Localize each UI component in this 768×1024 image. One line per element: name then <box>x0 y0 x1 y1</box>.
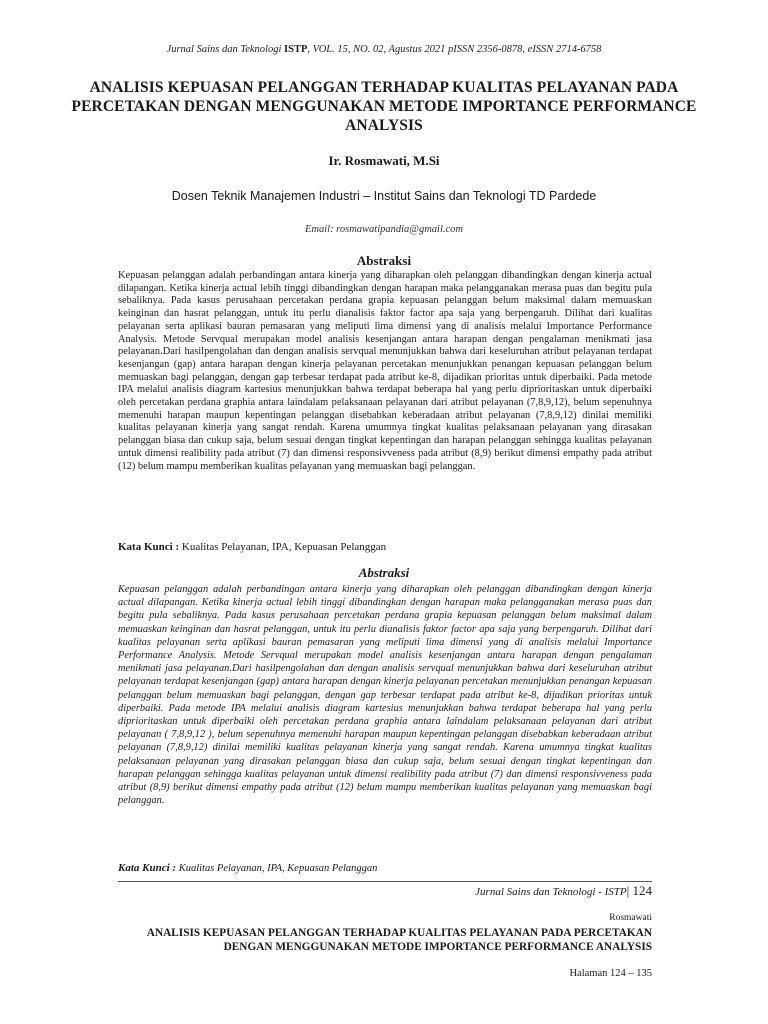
journal-istp: ISTP <box>284 44 308 55</box>
page-range: Halaman 124 – 135 <box>569 968 652 979</box>
abstract-body-id: Kepuasan pelanggan adalah perbandingan antara kinerja yang diharapkan oleh pelanggan dibandingkan dengan kinerja actual dilapangan. Ketika kinerja actual lebih tinggi dibandingkan dengan harapan maka pelangganakan merasa puas dan begitu pula sebaliknya. Pada kasus perusahaan percetakan perdana grapia kepuasan pelanggan belum maksimal dalam memuaskan keinginan dan hasrat pelanggan, untuk itu perlu dianalisis faktor factor apa saja yang berpengaruh. Dilihat dari kualitas pelayanan serta aplikasi bauran pemasaran yang meliputi lima dimensi yang di analisis melalui Importance Performance Analysis. Metode Servqual merupakan model analisis kesenjangan antara harapan dengan pengalaman menikmati jasa pelayanan.Dari hasilpengolahan dan dengan analisis servqual menunjukkan bahwa dari keseluruhan atribut pelayanan terdapat kesenjangan (gap) antara harapan dengan kinerja pelayanan percetakan menunjukkan penangan kepuasan pelanggan belum memuaskan bagi pelanggan, dengan gap terbesar terdapat pada atribut ke-8, dijadikan prioritas untuk diperbaiki. Pada metode IPA melalui analisis diagram kartesius menunjukkan bahwa terdapat beberapa hal yang perlu diprioritaskan untuk diperbaiki oleh percetakan perdana graphia antara laindalam pelaksanaan pelayanan dari atribut pelayanan (7,8,9,12), belum sepenuhnya memenuhi harapan maupun kepentingan pelanggan disebabkan keberadaan atribut pelayanan (7,8,9,12) dinilai memiliki kualitas pelayanan kinerja yang sangat rendah. Karena umumnya tingkat kualitas pelaksanaan pelayanan yang dirasakan pelanggan biasa dan cukup saja, belum sesuai dengan tingkat kepentingan dan harapan pelanggan sehingga kualitas pelayanan untuk dimensi realibility pada atribut (7) dan dimensi responsivveness pada atribut (8,9) berikut dimensi empathy pada atribut (12) belum mampu memberikan kualitas pelayanan yang memuaskan bagi pelanggan. <box>118 270 652 472</box>
abstract-heading-id: Abstraksi <box>356 253 412 268</box>
author-name: Ir. Rosmawati, M.Si <box>328 153 440 168</box>
keywords-label: Kata Kunci : <box>118 541 180 553</box>
article-title: ANALISIS KEPUASAN PELANGGAN TERHADAP KUALITAS PELAYANAN PADA PERCETAKAN DENGAN MENGGUNAKAN METODE IMPORTANCE PERFORMANCE ANALYSIS <box>71 79 697 134</box>
keywords-text: Kualitas Pelayanan, IPA, Kepuasan Pelanggan <box>179 541 387 553</box>
footer-page-number: | 124 <box>626 883 652 898</box>
keywords-label: Kata Kunci : <box>118 862 177 874</box>
journal-volume-issn: , VOL. 15, NO. 02, Agustus 2021 pISSN 2356-0878, eISSN 2714-6758 <box>307 44 602 55</box>
running-header <box>0 44 768 55</box>
page-footer <box>475 883 652 899</box>
abstract-body-en: Kepuasan pelanggan adalah perbandingan antara kinerja yang diharapkan oleh pelanggan dibandingkan dengan kinerja actual dilapangan. Ketika kinerja actual lebih tinggi dibandingkan dengan harapan maka pelangganakan merasa puas dan begitu pula sebaliknya. Pada kasus perusahaan percetakan perdana grapia kepuasan pelanggan belum maksimal dalam memuaskan keinginan dan hasrat pelanggan, untuk itu perlu dianalisis faktor factor apa saja yang berpengaruh. Dilihat dari kualitas pelayanan serta aplikasi bauran pemasaran yang meliputi lima dimensi yang di analisis melalui Importance Performance Analysis. Metode Servqual merupakan model analisis kesenjangan antara harapan dengan pengalaman menikmati jasa pelayanan.Dari hasilpengolahan dan dengan analisis servqual menunjukkan bahwa dari keseluruhan atribut pelayanan terdapat kesenjangan (gap) antara harapan dengan kinerja pelayanan percetakan menunjukkan penangan kepuasan pelanggan belum memuaskan bagi pelanggan, dengan gap terbesar terdapat pada atribut ke-8, dijadikan prioritas untuk diperbaiki. Pada metode IPA melalui analisis diagram kartesius menunjukkan bahwa terdapat beberapa hal yang perlu diprioritaskan untuk diperbaiki oleh percetakan perdana graphia antara laindalam pelaksanaan pelayanan dari atribut pelayanan ( 7,8,9,12 ), belum sepenuhnya memenuhi harapan maupun kepentingan pelanggan disebabkan keberadaan atribut pelayanan (7,8,9,12) dinilai memiliki kualitas pelayanan kinerja yang sangat rendah. Karena umumnya tingkat kualitas pelaksanaan pelayanan yang dirasakan pelanggan biasa dan cukup saja, belum sesuai dengan tingkat kepentingan dan harapan pelanggan sehingga kualitas pelayanan untuk dimensi realibility pada atribut (7) dan dimensi responsivveness pada atribut (8,9) berikut dimensi empathy pada atribut (12) belum mampu memberikan kualitas pelayanan yang memuaskan bagi pelanggan. <box>118 584 652 807</box>
author-affiliation: Dosen Teknik Manajemen Industri – Institut Sains dan Teknologi TD Pardede <box>171 189 597 203</box>
keywords-en <box>118 862 652 874</box>
footer-divider <box>118 881 652 882</box>
keywords-id <box>118 541 652 553</box>
running-author: Rosmawati <box>609 913 652 923</box>
footer-journal-name: Jurnal Sains dan Teknologi - ISTP <box>475 886 627 898</box>
journal-name-prefix: Jurnal Sains dan Teknologi <box>166 44 285 55</box>
keywords-text: Kualitas Pelayanan, IPA, Kepuasan Pelanggan <box>176 863 378 874</box>
abstract-heading-en: Abstraksi <box>358 565 410 580</box>
running-title: ANALISIS KEPUASAN PELANGGAN TERHADAP KUALITAS PELAYANAN PADA PERCETAKAN DENGAN MENGGUNAKAN METODE IMPORTANCE PERFORMANCE ANALYSIS <box>146 927 652 953</box>
author-email: Email: rosmawatipandia@gmail.com <box>304 224 464 235</box>
